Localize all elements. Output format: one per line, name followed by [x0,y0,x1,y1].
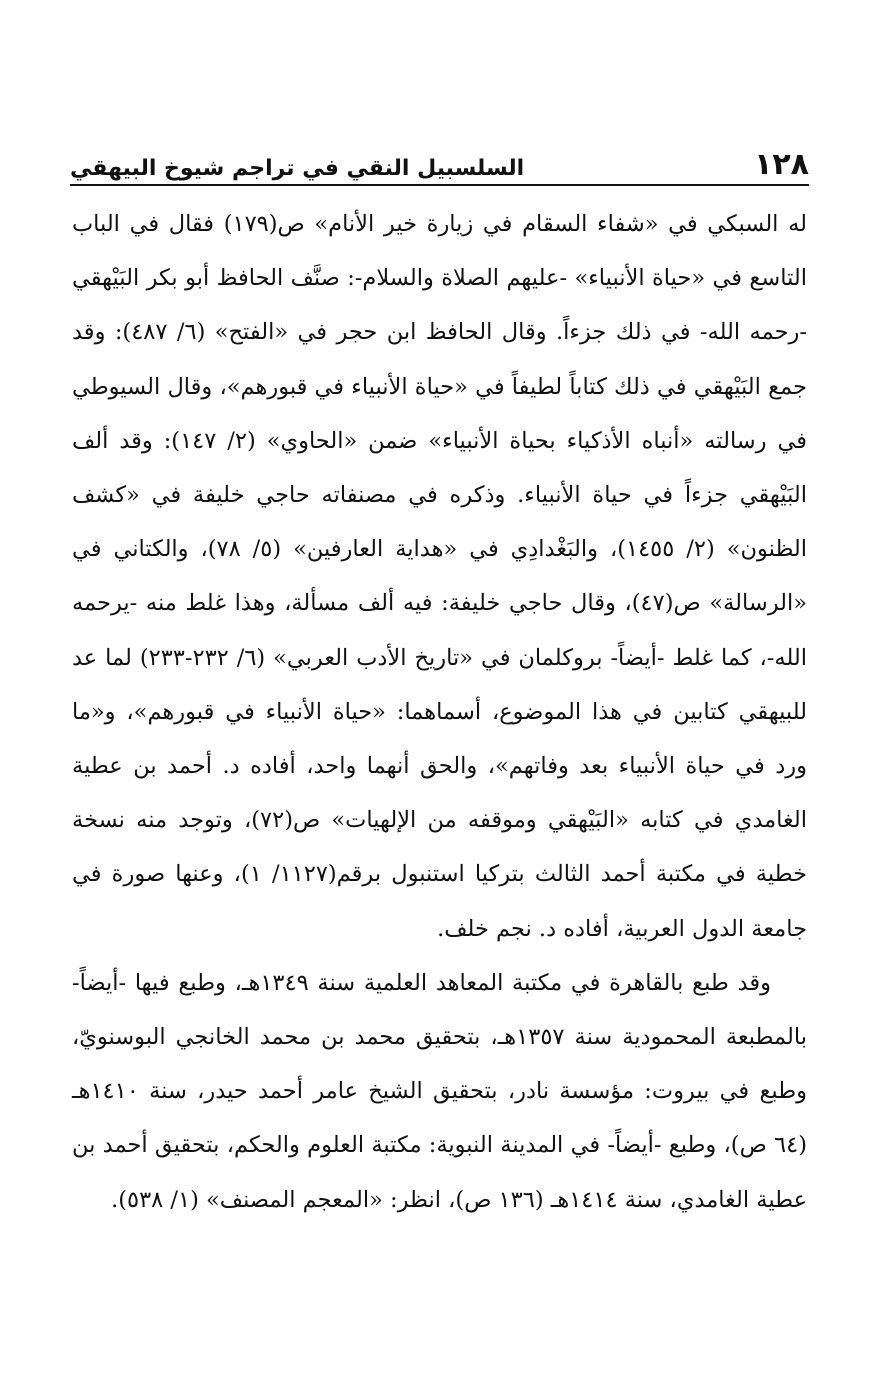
book-title: السلسبيل النقي في تراجم شيوخ البيهقي [70,156,525,181]
running-header [70,140,809,186]
body-text [72,197,807,1227]
paragraph-printing-history: وقد طبع بالقاهرة في مكتبة المعاهد العلمية سنة ١٣٤٩هـ، وطبع فيها -أيضاً- بالمطبعة المحمودية سنة ١٣٥٧هـ، بتحقيق محمد بن محمد الخانجي البوسنويّ، وطبع في بيروت: مؤسسة نادر، بتحقيق الشيخ عامر أحمد حيدر، سنة ١٤١٠هـ (٦٤ ص)، وطبع -أيضاً- في المدينة النبوية: مكتبة العلوم والحكم، بتحقيق أحمد بن عطية الغامدي، سنة ١٤١٤هـ (١٣٦ ص)، انظر: «المعجم المصنف» (١/ ٥٣٨). [72,969,807,1213]
paragraph-continuation: له السبكي في «شفاء السقام في زيارة خير الأنام» ص(١٧٩) فقال في الباب التاسع في «حياة الأنبياء» -عليهم الصلاة والسلام-: صنَّف الحافظ أبو بكر البَيْهقي -رحمه الله- في ذلك جزءاً. وقال الحافظ ابن حجر في «الفتح» (٦/ ٤٨٧): وقد جمع البَيْهقي في ذلك كتاباً لطيفاً في «حياة الأنبياء في قبورهم»، وقال السيوطي في رسالته «أنباه الأذكياء بحياة الأنبياء» ضمن «الحاوي» (٢/ ١٤٧): وقد ألف البَيْهقي جزءاً في حياة الأنبياء. وذكره في مصنفاته حاجي خليفة في «كشف الظنون» (٢/ ١٤٥٥)، والبَغْدادِي في «هداية العارفين» (٥/ ٧٨)، والكتاني في «الرسالة» ص(٤٧)، وقال حاجي خليفة: فيه ألف مسألة، وهذا غلط منه -يرحمه الله-، كما غلط -أيضاً- بروكلمان في «تاريخ الأدب العربي» (٦/ ٢٣٢-٢٣٣) لما عد للبيهقي كتابين في هذا الموضوع، أسماهما: «حياة الأنبياء في قبورهم»، و«ما ورد في حياة الأنبياء بعد وفاتهم»، والحق أنهما واحد، أفاده د. أحمد بن عطية الغامدي في كتابه «البَيْهقي وموقفه من الإلهيات» ص(٧٢)، وتوجد منه نسخة خطية في مكتبة أحمد الثالث بتركيا استنبول برقم(١١٢٧/ ١)، وعنها صورة في جامعة الدول العربية، أفاده د. نجم خلف. [72,211,808,942]
page-number: ١٢٨ [754,147,809,182]
